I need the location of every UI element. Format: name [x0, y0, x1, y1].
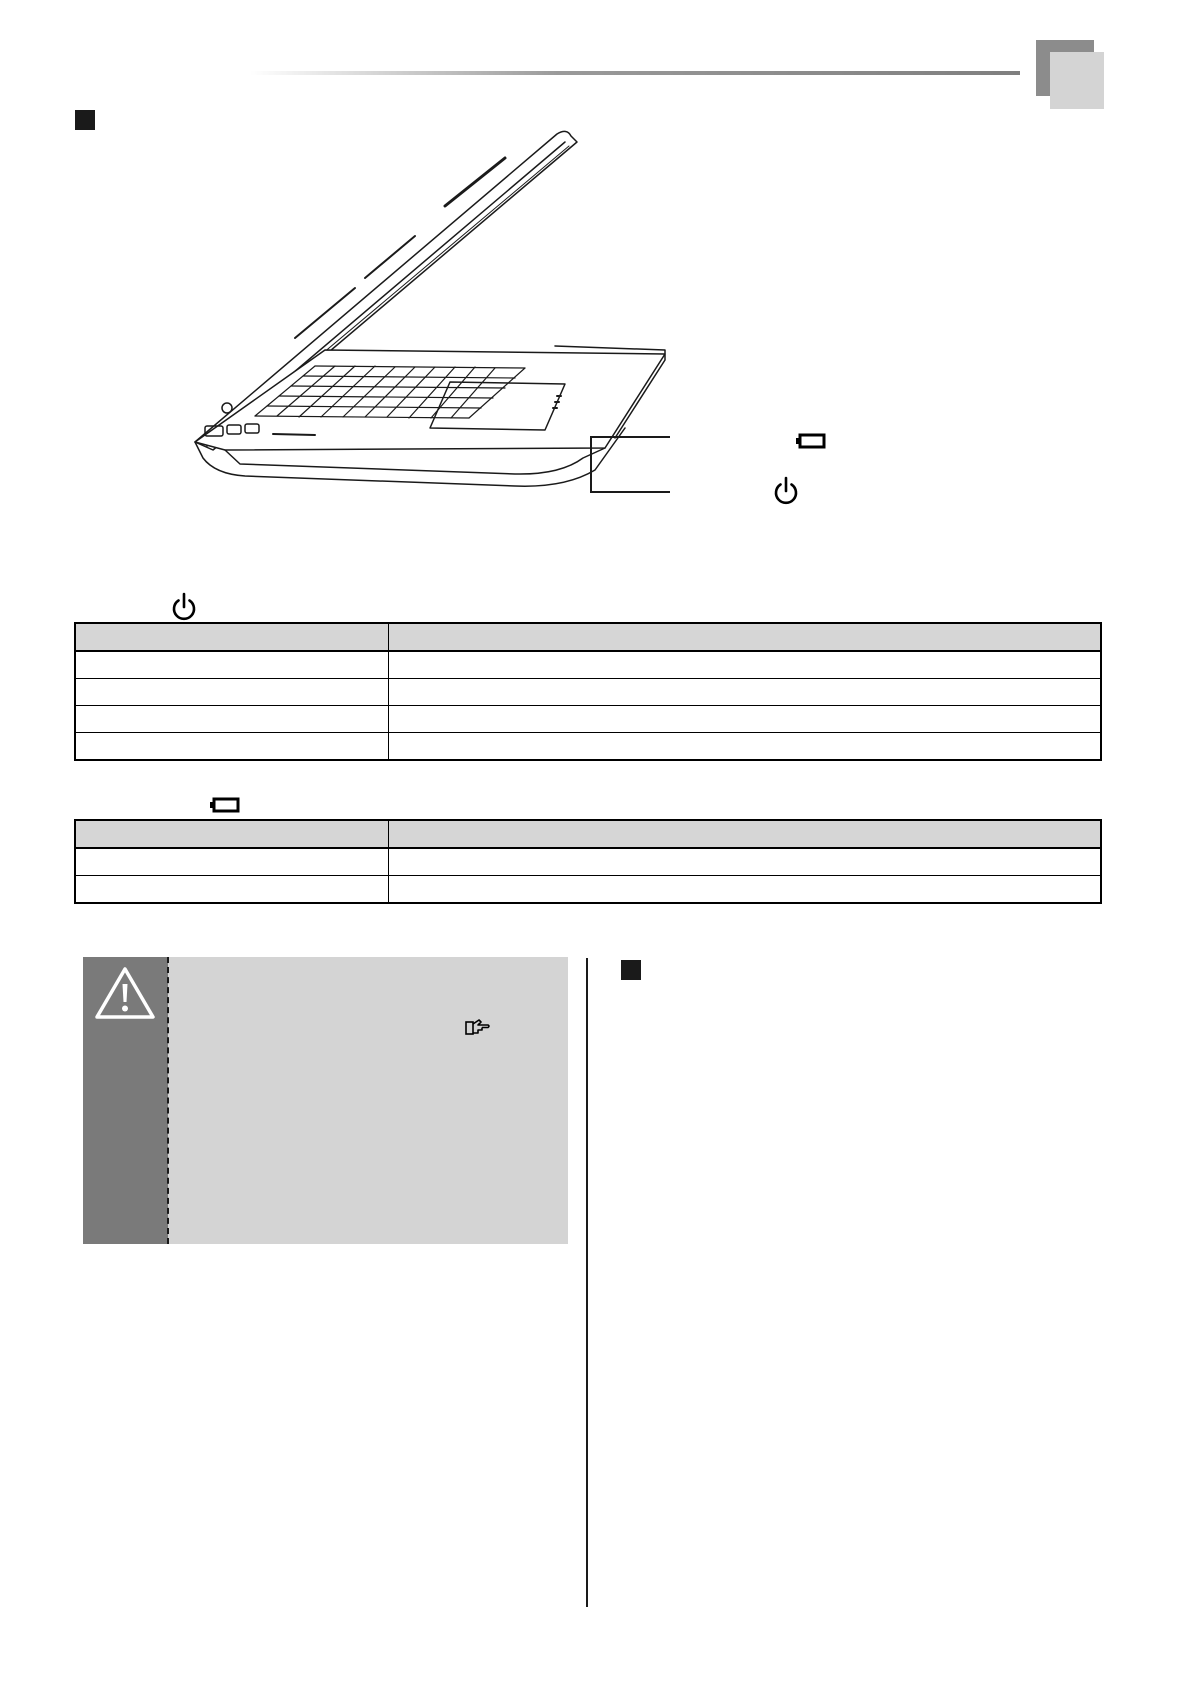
table-cell [389, 706, 1102, 733]
table-row [75, 876, 1101, 904]
table-cell [75, 876, 389, 904]
table-header-row [75, 623, 1101, 651]
table-cell [389, 876, 1102, 904]
section-bullet-2 [621, 960, 641, 980]
callout-line-vertical [590, 436, 592, 492]
table-row [75, 651, 1101, 679]
chapter-tab [1050, 52, 1104, 109]
battery-status-table [74, 819, 1102, 904]
battery-icon [210, 797, 240, 813]
table-cell [75, 679, 389, 706]
table-cell [389, 733, 1102, 761]
power-icon [170, 592, 198, 622]
header-rule [250, 71, 1020, 75]
callout-line-battery [590, 436, 670, 438]
callout-line-power [590, 491, 670, 493]
warning-triangle-icon [94, 966, 156, 1020]
table-row [75, 733, 1101, 761]
table-row [75, 706, 1101, 733]
laptop-illustration [185, 128, 675, 498]
column-divider [586, 958, 588, 1607]
table-header-row [75, 820, 1101, 848]
table-cell [389, 679, 1102, 706]
table-cell [75, 706, 389, 733]
power-status-table [74, 622, 1102, 761]
power-icon [772, 476, 800, 506]
table-cell [75, 651, 389, 679]
table-cell [389, 848, 1102, 876]
table-cell [75, 848, 389, 876]
table-cell [389, 651, 1102, 679]
table-row [75, 679, 1101, 706]
battery-icon [796, 433, 826, 449]
caution-divider [167, 957, 169, 1244]
column-header [75, 623, 389, 651]
section-bullet-1 [75, 110, 95, 130]
column-header [75, 820, 389, 848]
column-header [389, 623, 1102, 651]
table-cell [75, 733, 389, 761]
column-header [389, 820, 1102, 848]
pointing-hand-icon [465, 1018, 491, 1036]
table-row [75, 848, 1101, 876]
